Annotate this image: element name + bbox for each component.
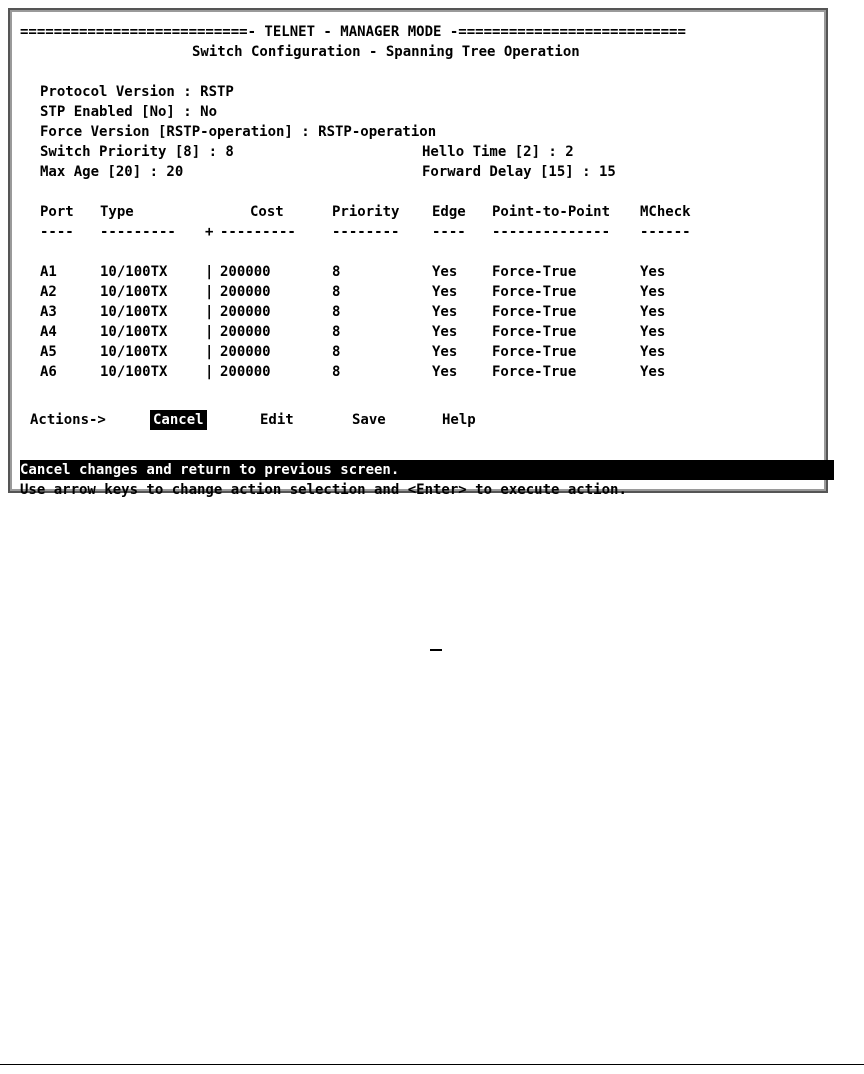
column-divider: |	[205, 284, 214, 300]
column-header-point-to-point: Point-to-Point	[492, 204, 611, 220]
edge-cell: Yes	[432, 264, 458, 280]
column-header-mcheck: MCheck	[640, 204, 691, 220]
edge-cell: Yes	[432, 284, 458, 300]
telnet-window	[8, 8, 828, 498]
type-cell: 10/100TX	[100, 324, 168, 340]
point-to-point-cell: Force-True	[492, 304, 577, 320]
column-header-cost: Cost	[250, 204, 284, 220]
type-cell: 10/100TX	[100, 284, 168, 300]
cost-cell: 200000	[220, 364, 271, 380]
mcheck-cell: Yes	[640, 324, 666, 340]
column-divider: |	[205, 364, 214, 380]
separator-priority: --------	[332, 224, 400, 240]
edge-cell: Yes	[432, 324, 458, 340]
column-header-edge: Edge	[432, 204, 466, 220]
port-cell: A1	[40, 264, 57, 280]
column-header-priority: Priority	[332, 204, 400, 220]
help-action[interactable]: Help	[442, 412, 476, 428]
separator-plus: +	[205, 224, 214, 240]
actions-label: Actions->	[30, 412, 106, 428]
max-age-field[interactable]: Max Age [20] : 20	[40, 164, 184, 180]
point-to-point-cell: Force-True	[492, 324, 577, 340]
force-version-field[interactable]: Force Version [RSTP-operation] : RSTP-operation	[40, 124, 437, 140]
column-divider: |	[205, 324, 214, 340]
priority-cell: 8	[332, 344, 341, 360]
cost-cell: 200000	[220, 304, 271, 320]
status-message: Cancel changes and return to previous screen.	[20, 462, 400, 478]
point-to-point-cell: Force-True	[492, 344, 577, 360]
separator-edge: ----	[432, 224, 466, 240]
type-cell: 10/100TX	[100, 344, 168, 360]
port-cell: A5	[40, 344, 57, 360]
priority-cell: 8	[332, 364, 341, 380]
stp-enabled-field[interactable]: STP Enabled [No] : No	[40, 104, 218, 120]
separator-cost: ---------	[220, 224, 296, 240]
hello-time-field[interactable]: Hello Time [2] : 2	[422, 144, 574, 160]
priority-cell: 8	[332, 324, 341, 340]
separator-port: ----	[40, 224, 74, 240]
port-cell: A4	[40, 324, 57, 340]
screen-title: ===========================- TELNET - MANAGER MODE -===========================	[20, 24, 686, 40]
protocol-version-field[interactable]: Protocol Version : RSTP	[40, 84, 234, 100]
text-cursor	[430, 649, 442, 651]
help-hint: Use arrow keys to change action selection and <Enter> to execute action.	[20, 482, 627, 498]
port-cell: A3	[40, 304, 57, 320]
type-cell: 10/100TX	[100, 364, 168, 380]
cost-cell: 200000	[220, 344, 271, 360]
column-divider: |	[205, 304, 214, 320]
status-message-bar	[20, 460, 834, 480]
point-to-point-cell: Force-True	[492, 364, 577, 380]
priority-cell: 8	[332, 264, 341, 280]
separator-mcheck: ------	[640, 224, 691, 240]
screen-subtitle: Switch Configuration - Spanning Tree Operation	[192, 44, 580, 60]
terminal-screen	[20, 22, 834, 498]
mcheck-cell: Yes	[640, 264, 666, 280]
cost-cell: 200000	[220, 324, 271, 340]
priority-cell: 8	[332, 304, 341, 320]
type-cell: 10/100TX	[100, 264, 168, 280]
column-divider: |	[205, 264, 214, 280]
forward-delay-field[interactable]: Forward Delay [15] : 15	[422, 164, 616, 180]
save-action[interactable]: Save	[352, 412, 386, 428]
edge-cell: Yes	[432, 364, 458, 380]
cost-cell: 200000	[220, 264, 271, 280]
point-to-point-cell: Force-True	[492, 264, 577, 280]
mcheck-cell: Yes	[640, 364, 666, 380]
separator-point-to-point: --------------	[492, 224, 611, 240]
edit-action[interactable]: Edit	[260, 412, 294, 428]
mcheck-cell: Yes	[640, 344, 666, 360]
column-divider: |	[205, 344, 214, 360]
column-header-type: Type	[100, 204, 134, 220]
port-cell: A2	[40, 284, 57, 300]
switch-priority-field[interactable]: Switch Priority [8] : 8	[40, 144, 234, 160]
edge-cell: Yes	[432, 304, 458, 320]
type-cell: 10/100TX	[100, 304, 168, 320]
cost-cell: 200000	[220, 284, 271, 300]
cancel-action[interactable]: Cancel	[150, 410, 207, 430]
point-to-point-cell: Force-True	[492, 284, 577, 300]
separator-type: ---------	[100, 224, 176, 240]
mcheck-cell: Yes	[640, 304, 666, 320]
column-header-port: Port	[40, 204, 74, 220]
mcheck-cell: Yes	[640, 284, 666, 300]
port-cell: A6	[40, 364, 57, 380]
page-bottom-rule	[0, 1064, 864, 1065]
edge-cell: Yes	[432, 344, 458, 360]
priority-cell: 8	[332, 284, 341, 300]
